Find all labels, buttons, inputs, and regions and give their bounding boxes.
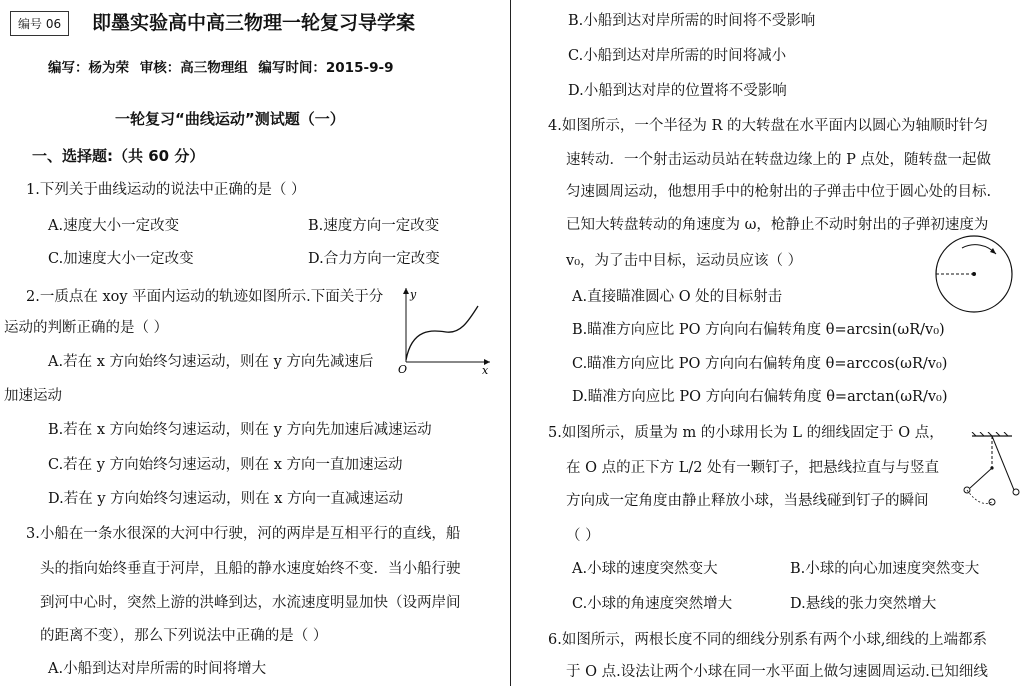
q3-option-c: C.小船到达对岸所需的时间将减小 (568, 48, 787, 64)
q2-option-a-line2: 加速运动 (4, 388, 62, 404)
fig-x-label: x (482, 364, 489, 374)
doc-meta: 编写：杨为荣 审核：高三物理组 编写时间：2015-9-9 (48, 60, 394, 76)
q3-line4: 的距离不变），那么下列说法中正确的是（ ） (40, 628, 328, 644)
q6-line2: 于 O 点.设法让两个小球在同一水平面上做匀速圆周运动.已知细线 (566, 664, 988, 680)
q4-option-c: C.瞄准方向应比 PO 方向向右偏转角度 θ=arccos(ωR/v₀) (572, 356, 948, 372)
q2-stem-line2: 运动的判断正确的是（ ） (4, 320, 169, 336)
q4-line2: 速转动．一个射击运动员站在转盘边缘上的 P 点处，随转盘一起做 (566, 152, 991, 168)
q3-option-a: A.小船到达对岸所需的时间将增大 (48, 661, 267, 677)
q6-line1: 6.如图所示，两根长度不同的细线分别系有两个小球,细线的上端都系 (548, 632, 987, 648)
q5-option-c: C.小球的角速度突然增大 (572, 596, 733, 612)
q1-option-d: D.合力方向一定改变 (308, 251, 440, 267)
q5-line2: 在 O 点的正下方 L/2 处有一颗钉子，把悬线拉直与与竖直 (566, 460, 940, 476)
column-divider (510, 0, 511, 686)
q3-line1: 3.小船在一条水很深的大河中行驶，河的两岸是互相平行的直线，船 (26, 526, 461, 542)
q2-option-c: C.若在 y 方向始终匀速运动，则在 x 方向一直加速运动 (48, 457, 403, 473)
doc-title: 即墨实验高中高三物理一轮复习导学案 (92, 12, 416, 34)
q4-line3: 匀速圆周运动，他想用手中的枪射出的子弹击中位于圆心处的目标. (566, 184, 992, 200)
q2-option-b: B.若在 x 方向始终匀速运动，则在 y 方向先加速后减速运动 (48, 422, 432, 438)
q3-option-b: B.小船到达对岸所需的时间将不受影响 (568, 13, 816, 29)
doc-number-badge: 编号 06 (10, 11, 69, 36)
q4-line5: v₀，为了击中目标，运动员应该（ ） (566, 253, 803, 269)
q1-option-b: B.速度方向一定改变 (308, 218, 440, 234)
q3-option-d: D.小船到达对岸的位置将不受影响 (568, 83, 787, 99)
q5-line1: 5.如图所示，质量为 m 的小球用长为 L 的细线固定于 O 点， (548, 425, 944, 441)
q3-line2: 头的指向始终垂直于河岸，且船的静水速度始终不变．当小船行驶 (40, 561, 461, 577)
q4-line1: 4.如图所示，一个半径为 R 的大转盘在水平面内以圆心为轴顺时针匀 (548, 118, 988, 134)
q1-option-c: C.加速度大小一定改变 (48, 251, 194, 267)
q5-line4: （ ） (566, 528, 600, 544)
q5-option-b: B.小球的向心加速度突然变大 (790, 561, 980, 577)
q1-option-a: A.速度大小一定改变 (48, 218, 180, 234)
q3-line3: 到河中心时，突然上游的洪峰到达，水流速度明显加快（设两岸间 (40, 595, 461, 611)
section-heading: 一、选择题:（共 60 分） (32, 147, 205, 165)
trajectory-figure (394, 284, 494, 374)
test-subtitle: 一轮复习“曲线运动”测试题（一） (115, 110, 345, 128)
q2-option-d: D.若在 y 方向始终匀速运动，则在 x 方向一直减速运动 (48, 491, 404, 507)
fig-y-label: y (410, 288, 417, 301)
q5-line3: 方向成一定角度由静止释放小球，当悬线碰到钉子的瞬间 (566, 493, 929, 509)
q2-stem-line1: 2.一质点在 xoy 平面内运动的轨迹如图所示.下面关于分 (26, 289, 384, 305)
q5-option-d: D.悬线的张力突然增大 (790, 596, 937, 612)
q4-option-b: B.瞄准方向应比 PO 方向向右偏转角度 θ=arcsin(ωR/v₀) (572, 322, 945, 338)
q4-option-d: D.瞄准方向应比 PO 方向向右偏转角度 θ=arctan(ωR/v₀) (572, 389, 948, 405)
fig-origin-label: O (398, 363, 408, 374)
q1-stem: 1.下列关于曲线运动的说法中正确的是（ ） (26, 182, 306, 198)
pendulum-figure (958, 432, 1024, 512)
q4-line4: 已知大转盘转动的角速度为 ω，枪静止不动时射出的子弹初速度为 (566, 217, 989, 233)
turntable-figure (932, 232, 1016, 316)
q4-option-a: A.直接瞄准圆心 O 处的目标射击 (572, 289, 783, 305)
q5-option-a: A.小球的速度突然变大 (572, 561, 718, 577)
q2-option-a-line1: A.若在 x 方向始终匀速运动，则在 y 方向先减速后 (48, 354, 374, 370)
